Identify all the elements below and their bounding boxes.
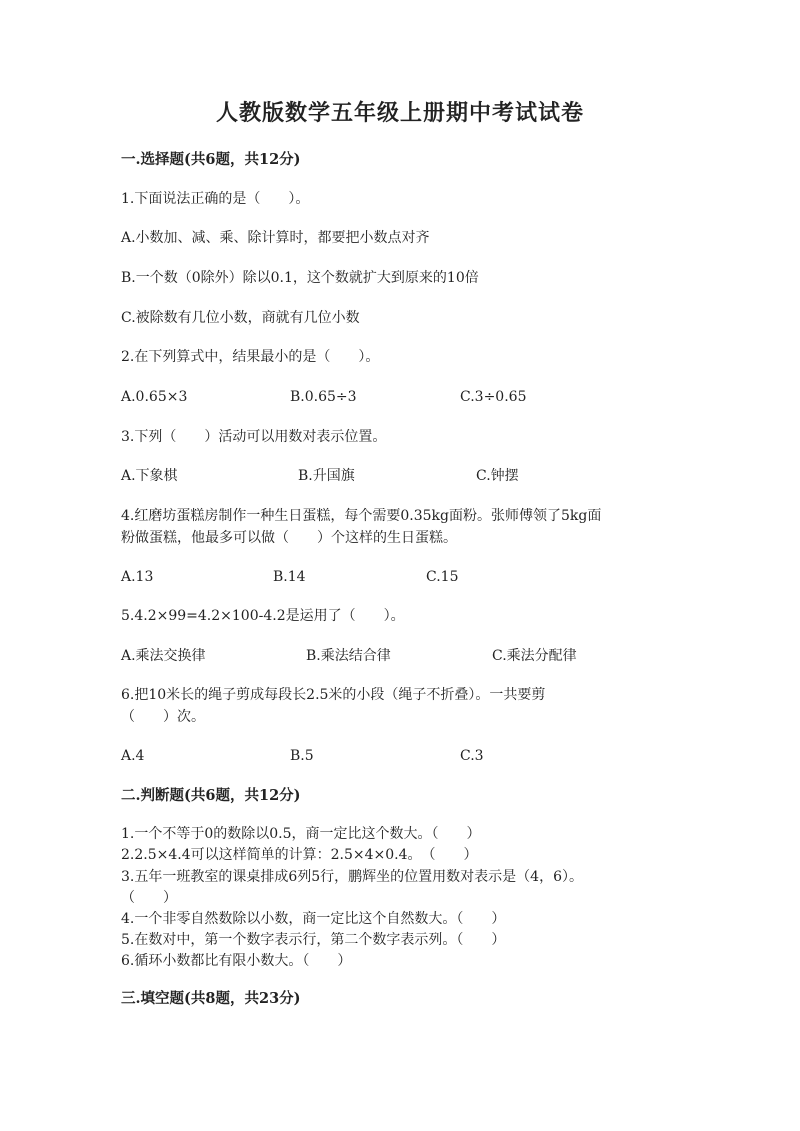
question-6-stem-line2: （ ）次。 xyxy=(121,709,205,725)
question-1-stem: 1.下面说法正确的是（ ）。 xyxy=(121,191,310,207)
judge-question-4: 4.一个非零自然数除以小数，商一定比这个自然数大。（ ） xyxy=(121,911,506,927)
section-heading-judge: 二.判断题(共6题，共12分) xyxy=(121,787,301,804)
judge-question-2: 2.2.5×4.4可以这样简单的计算：2.5×4×0.4。 （ ） xyxy=(121,847,478,863)
section-heading-choice: 一.选择题(共6题，共12分) xyxy=(121,151,301,168)
question-4-stem-line2: 粉做蛋糕，他最多可以做（ ）个这样的生日蛋糕。 xyxy=(121,530,457,546)
judge-question-3-line1: 3.五年一班教室的课桌排成6列5行，鹏辉坐的位置用数对表示是（4，6）。 xyxy=(121,869,583,885)
question-1-option-c: C.被除数有几位小数，商就有几位小数 xyxy=(121,310,360,326)
question-2-option-c: C.3÷0.65 xyxy=(460,389,527,405)
question-5-stem: 5.4.2×99=4.2×100-4.2是运用了（ ）。 xyxy=(121,608,405,624)
question-3-option-a: A.下象棋 xyxy=(121,468,178,484)
question-5-option-a: A.乘法交换律 xyxy=(121,648,206,664)
question-6-option-c: C.3 xyxy=(460,748,484,764)
question-5-option-b: B.乘法结合律 xyxy=(306,648,391,664)
judge-question-6: 6.循环小数都比有限小数大。（ ） xyxy=(121,953,352,969)
section-heading-fill: 三.填空题(共8题，共23分) xyxy=(121,990,301,1007)
question-6-option-a: A.4 xyxy=(121,748,145,764)
question-4-stem-line1: 4.红磨坊蛋糕房制作一种生日蛋糕，每个需要0.35kg面粉。张师傅领了5kg面 xyxy=(121,508,602,524)
question-2-option-b: B.0.65÷3 xyxy=(290,389,357,405)
question-1-option-b: B.一个数（0除外）除以0.1，这个数就扩大到原来的10倍 xyxy=(121,270,479,286)
question-5-option-c: C.乘法分配律 xyxy=(492,648,577,664)
question-3-option-c: C.钟摆 xyxy=(476,468,519,484)
judge-question-3-line2: （ ） xyxy=(121,890,177,906)
question-2-option-a: A.0.65×3 xyxy=(121,389,188,405)
judge-question-5: 5.在数对中，第一个数字表示行，第二个数字表示列。（ ） xyxy=(121,932,506,948)
question-6-stem-line1: 6.把10米长的绳子剪成每段长2.5米的小段（绳子不折叠）。一共要剪 xyxy=(121,687,546,703)
question-4-option-b: B.14 xyxy=(273,569,306,585)
question-3-stem: 3.下列（ ）活动可以用数对表示位置。 xyxy=(121,429,387,445)
question-2-stem: 2.在下列算式中，结果最小的是（ ）。 xyxy=(121,349,380,365)
question-3-option-b: B.升国旗 xyxy=(298,468,355,484)
question-1-option-a: A.小数加、减、乘、除计算时，都要把小数点对齐 xyxy=(121,230,430,246)
question-6-option-b: B.5 xyxy=(290,748,314,764)
judge-question-1: 1.一个不等于0的数除以0.5，商一定比这个数大。（ ） xyxy=(121,826,481,842)
question-4-option-c: C.15 xyxy=(426,569,459,585)
question-4-option-a: A.13 xyxy=(121,569,154,585)
page-title: 人教版数学五年级上册期中考试试卷 xyxy=(215,100,584,126)
